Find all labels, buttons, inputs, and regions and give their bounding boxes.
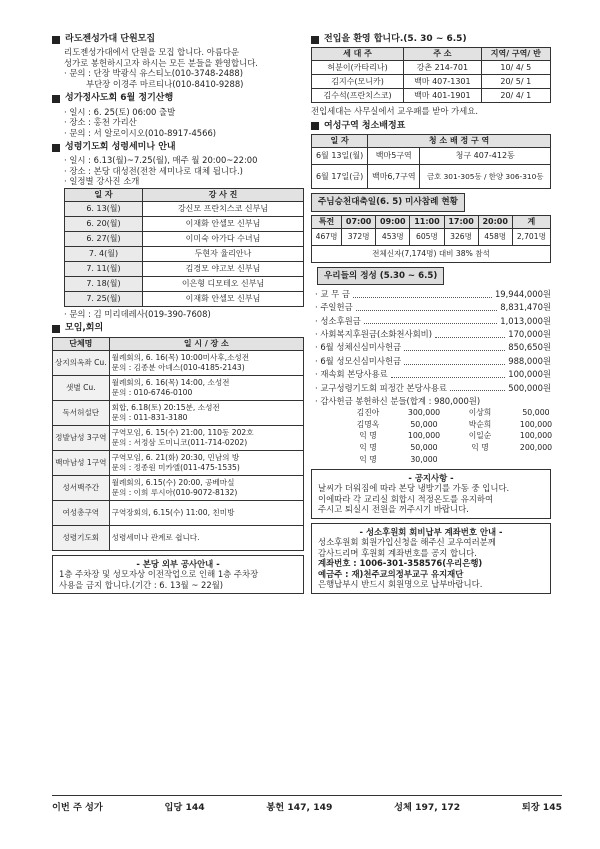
list-item: · 주일헌금 8,831,470원 [315, 302, 551, 313]
list-item: · 재속회 본당사용료 100,000원 [315, 369, 551, 380]
choir-recruit-contact-1: · 문의 : 단장 박광식 유스티노(010-3748-2488) [64, 68, 243, 79]
vocation-account-box [311, 523, 551, 594]
offering-title: 우리들의 정성 (5.30 ~ 6.5) [317, 267, 444, 286]
construction-notice-line-2: 사용을 금지 합니다.(기간 : 6. 13월 ~ 22월) [59, 579, 224, 590]
choir-recruit-line-1: 리도젠성가대에서 단원을 모집 합니다. 아름다운 [64, 47, 240, 58]
table-row: 독서허설단 회합, 6.18(토) 20:15분, 소성전 문의 : 011-831-3180 [53, 400, 304, 425]
table-row: 성령기도회 성령세미나 관계로 쉽니다. [53, 525, 304, 550]
offering-section [311, 267, 551, 465]
mass-attendance-table: 특전 07:00 09:00 11:00 17:00 20:00 계 467명 372명 453명 605명 326명 458명 2,701명 전체신자(7,174명) 대비 38% 참석 [311, 215, 551, 263]
mass-attendance-section [311, 193, 551, 263]
table-row: 성서백주간 월례회의, 6.15(수) 20:00, 공베마실 문의 : 이희 루시아(010-9072-8132) [53, 475, 304, 500]
table-row: 여성총구역 구역장회의, 6.15(수) 11:00, 친미방 [53, 500, 304, 525]
table-row: 7. 25(월) 이재화 안셀모 신부님 [65, 291, 304, 306]
mass-attendance-summary: 전체신자(7,174명) 대비 38% 참석 [312, 245, 551, 262]
transfer-table: 세 대 주 주 소 지역/ 구역/ 반 허분이(카타리나) 강촌 214-701 10/ 4/ 5 김지수(모니카) 백마 407-1301 20/ 5/ 1 김수석(프란치스코) 백마 401-1901 20/ 4/ 1 [311, 47, 551, 103]
choir-recruit-contact-2: 부단장 이경주 마르티나(010-8410-9288) [86, 78, 244, 89]
seminar-line-3: · 일정별 강사진 소개 [64, 176, 140, 187]
seminar-title: 성령기도회 성령세미나 안내 [65, 142, 176, 152]
hymn-footer [52, 795, 562, 814]
hymn-label: 이번 주 성가 [52, 802, 103, 813]
seminar-section [52, 142, 304, 319]
table-row: 6월 17일(금) 백마6,7구역 금호 301-305동 / 한양 306-310동 [312, 165, 551, 189]
choir-recruit-title: 라도젠성가대 단원모집 [65, 34, 156, 44]
bullet-square-icon [311, 36, 319, 44]
meetings-col-group: 단체명 [53, 337, 110, 350]
construction-notice-line-1: 1층 주차장 및 성모자상 이전작업으로 인해 1층 주차장 [59, 569, 259, 579]
lecturer-table [64, 188, 304, 307]
bullet-square-icon [52, 36, 60, 44]
bullet-square-icon [52, 144, 60, 152]
notice-line-2: 이에따라 각 교리실 회합시 적정온도를 유지하여 [318, 493, 494, 504]
lecturer-col-date: 일 자 [65, 188, 143, 201]
list-item: · 6월 성모신심미사헌금 988,000원 [315, 355, 551, 366]
vocation-line-1: 성소후원회 회원가입신청을 해주신 교우여러분께 [318, 537, 496, 548]
vocation-notice: 은행납부시 반드시 회원명으로 납부바랍니다. [318, 579, 483, 590]
vocation-account-title: - 성소후원회 회비납부 계좌번호 안내 - [359, 526, 503, 537]
list-item: · 6월 성체신심미사헌금 850,650원 [315, 342, 551, 353]
transfer-note: 전입세대는 사무실에서 교우패를 받아 가세요. [311, 106, 479, 117]
bullet-square-icon [311, 122, 319, 130]
seminar-line-1: · 일시 : 6.13(월)~7.25(월), 매주 월 20:00~22:00 [64, 155, 258, 166]
cleaning-title: 여성구역 청소배정표 [324, 120, 406, 131]
table-row: 7. 4(월) 두현자 율리안나 [65, 246, 304, 261]
table-row: 정발남성 3구역 구역모임, 6. 15(수) 21:00, 110동 202호 문의 : 서정삼 도미니코(011-714-0202) [53, 425, 304, 450]
table-row: 6. 13(월) 강신모 프란치스코 신부님 [65, 201, 304, 216]
lecturer-col-name: 강 사 진 [143, 188, 304, 201]
table-row: 김지수(모니카) 백마 407-1301 20/ 5/ 1 [312, 75, 551, 89]
left-column [52, 34, 304, 594]
vocation-account-number: 계좌번호 : 1006-301-358576(우리은행) [318, 558, 483, 569]
cleaning-section [311, 121, 551, 189]
meetings-table [52, 337, 304, 551]
table-row: 6. 20(월) 이재화 안셀모 신부님 [65, 216, 304, 231]
mass-attendance-title: 주님승천대축일(6. 5) 미사참례 현황 [311, 193, 465, 212]
offering-thanks: · 감사헌금 봉헌하신 분들(합계 : 980,000원) [315, 396, 481, 407]
vocation-account-holder: 예금주 : 재)천주교의정부교구 유지재단 [318, 568, 464, 579]
table-row: 허분이(카타리나) 강촌 214-701 10/ 4/ 5 [312, 61, 551, 75]
notice-line-3: 주시고 퇴실시 전원을 꺼주시기 바랍니다. [318, 504, 469, 515]
construction-notice-title: - 본당 외부 공사안내 - [136, 558, 220, 569]
right-column [311, 34, 551, 594]
list-item: · 교 무 금 19,944,000원 [315, 288, 551, 299]
list-item: · 교구성령기도회 피정간 본당사용료 500,000원 [315, 382, 551, 393]
table-row: 샛별 Cu. 월례회의, 6. 16(목) 14:00, 소성전 문의 : 010-6746-0100 [53, 375, 304, 400]
notice-box [311, 469, 551, 519]
retreat-title: 성가정사도회 6월 정기산행 [65, 93, 174, 104]
retreat-section [52, 93, 304, 138]
cleaning-table: 일 자 청 소 배 정 구 역 6월 13일(월) 백마5구역 청구 407-412동 6월 17일(금) 백마6,7구역 금호 301-305동 / 한양 306-310동 [311, 134, 551, 189]
table-row: 7. 11(월) 김경모 야고보 신부님 [65, 261, 304, 276]
hymn-communion: 성체 197, 172 [394, 802, 461, 813]
vocation-line-2: 감사드리며 후원회 계좌번호를 공지 합니다. [318, 547, 477, 558]
meetings-section [52, 323, 304, 550]
transfer-title: 전입을 환영 합니다.(5. 30 ~ 6.5) [324, 34, 467, 44]
table-row: 상지의옥좌 Cu. 월례회의, 6. 16(목) 10:00미사후,소성전 문의 : 김종분 아녜스(010-4185-2143) [53, 350, 304, 375]
seminar-line-2: · 장소 : 본당 대성전(전찬 세미나로 대체 됩니다.) [64, 165, 243, 176]
notice-line-1: 날씨가 더워짐에 따라 본당 냉방기를 가동 중 입니다. [318, 483, 510, 494]
retreat-line-1: · 일시 : 6. 25(토) 06:00 출발 [64, 106, 176, 117]
hymn-offertory: 봉헌 147, 149 [266, 802, 333, 813]
retreat-line-3: · 문의 : 서 알로이시오(010-8917-4566) [64, 127, 217, 138]
notice-title: - 공지사항 - [408, 472, 454, 483]
table-row: 백마남성 1구역 구역모임, 6. 21(화) 20:30, 민남의 방 문의 : 정종원 미카엘(011-475-1535) [53, 450, 304, 475]
table-row: 6월 13일(월) 백마5구역 청구 407-412동 [312, 148, 551, 165]
retreat-line-2: · 장소 : 홍천 가리산 [64, 117, 137, 127]
meetings-title: 모임,회의 [65, 323, 104, 334]
table-row: 김수석(프란치스코) 백마 401-1901 20/ 4/ 1 [312, 89, 551, 103]
choir-recruit-line-2: 성가로 봉헌하시고자 하시는 모든 분들을 환영합니다. [64, 57, 258, 68]
construction-notice-box [52, 555, 304, 595]
bullet-square-icon [52, 95, 60, 103]
transfer-section [311, 34, 551, 117]
hymn-entrance: 입당 144 [164, 802, 205, 813]
choir-recruit-section [52, 34, 304, 89]
hymn-recessional: 퇴장 145 [521, 802, 562, 813]
table-row: 7. 18(월) 이은형 디모테오 신부님 [65, 276, 304, 291]
bullet-square-icon [52, 325, 60, 333]
table-row: 6. 27(월) 이미숙 아가다 수녀님 [65, 231, 304, 246]
seminar-contact: · 문의 : 김 미리데레사(019-390-7608) [64, 308, 211, 319]
donor-grid: 김진아 300,000 이상희 50,000 김명옥 50,000 박순희 100,000 익 명 100,000 이일순 100,000 익 명 50,000 익 명 200,000 익 명 30,000 [356, 407, 553, 464]
list-item: · 성소후원금 1,013,000원 [315, 315, 551, 326]
meetings-col-detail: 일 시 / 장 소 [109, 337, 303, 350]
table-row: 467명 372명 453명 605명 326명 458명 2,701명 [312, 228, 551, 245]
list-item: · 사회복지후원금(소화천사회비) 170,000원 [315, 329, 551, 340]
